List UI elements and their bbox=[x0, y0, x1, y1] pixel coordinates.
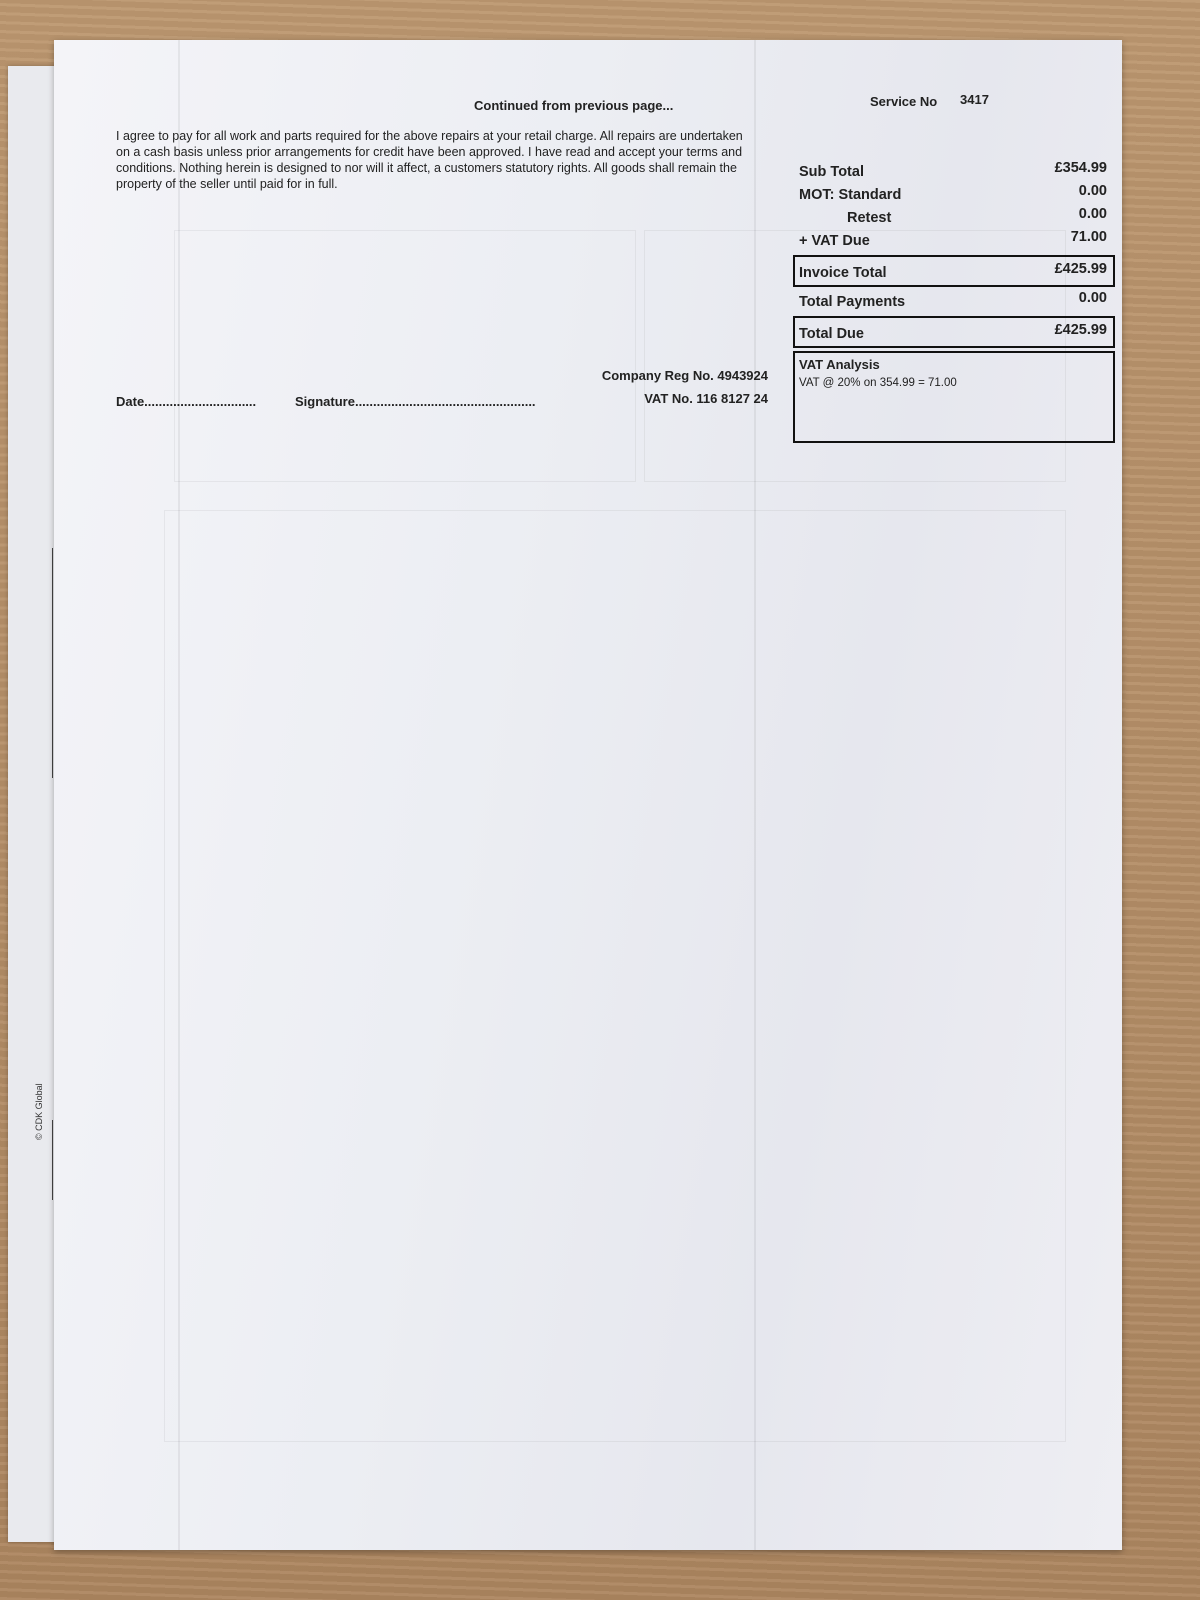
company-reg-number: Company Reg No. 4943924 bbox=[601, 368, 768, 383]
total-due-label: Total Due bbox=[799, 326, 864, 342]
totals-panel bbox=[793, 160, 1115, 443]
service-no-value: 3417 bbox=[960, 92, 989, 107]
mot-standard-value: 0.00 bbox=[1078, 183, 1107, 199]
sub-total-label: Sub Total bbox=[799, 164, 864, 180]
retest-row bbox=[793, 206, 1115, 229]
vat-due-row bbox=[793, 229, 1115, 252]
mot-standard-label: MOT: Standard bbox=[799, 187, 902, 203]
sub-total-value: £354.99 bbox=[1054, 160, 1107, 176]
retest-value: 0.00 bbox=[1078, 206, 1107, 222]
terms-paragraph: I agree to pay for all work and parts required for the above repairs at your retail charge. All repairs are undertaken on a cash basis unless prior arrangements for credit have been approved. I have read and accept your terms and conditions. Nothing herein is designed to nor will it affect, a customers statutory rights. All goods shall remain the property of the seller until paid for in full. bbox=[116, 129, 743, 191]
total-payments-value: 0.00 bbox=[1078, 290, 1107, 306]
vat-analysis-title: VAT Analysis bbox=[799, 357, 880, 372]
vat-due-label: + VAT Due bbox=[799, 233, 870, 249]
retest-label: Retest bbox=[847, 210, 892, 226]
side-copyright-text: © CDK Global bbox=[34, 1083, 44, 1140]
side-rule bbox=[52, 1120, 53, 1200]
vat-analysis-box bbox=[793, 351, 1115, 443]
show-through-box bbox=[164, 510, 1066, 1442]
vat-analysis-line: VAT @ 20% on 354.99 = 71.00 bbox=[799, 377, 957, 389]
total-payments-row bbox=[793, 290, 1115, 313]
mot-standard-row bbox=[793, 183, 1115, 206]
vat-due-value: 71.00 bbox=[1070, 229, 1107, 245]
continued-notice: Continued from previous page... bbox=[474, 98, 674, 113]
date-field: Date............................... bbox=[116, 394, 257, 409]
invoice-total-value: £425.99 bbox=[1054, 261, 1107, 277]
total-due-row bbox=[793, 316, 1115, 348]
signature-field: Signature.................................................. bbox=[295, 394, 536, 409]
total-due-value: £425.99 bbox=[1054, 322, 1107, 338]
invoice-page bbox=[54, 40, 1122, 1550]
sub-total-row bbox=[793, 160, 1115, 183]
side-rule bbox=[52, 548, 53, 778]
invoice-total-label: Invoice Total bbox=[799, 265, 887, 281]
vat-number: VAT No. 116 8127 24 bbox=[644, 391, 768, 406]
show-through-box bbox=[174, 230, 636, 482]
total-payments-label: Total Payments bbox=[799, 294, 906, 310]
invoice-total-row bbox=[793, 255, 1115, 287]
service-no-label: Service No bbox=[870, 94, 938, 109]
